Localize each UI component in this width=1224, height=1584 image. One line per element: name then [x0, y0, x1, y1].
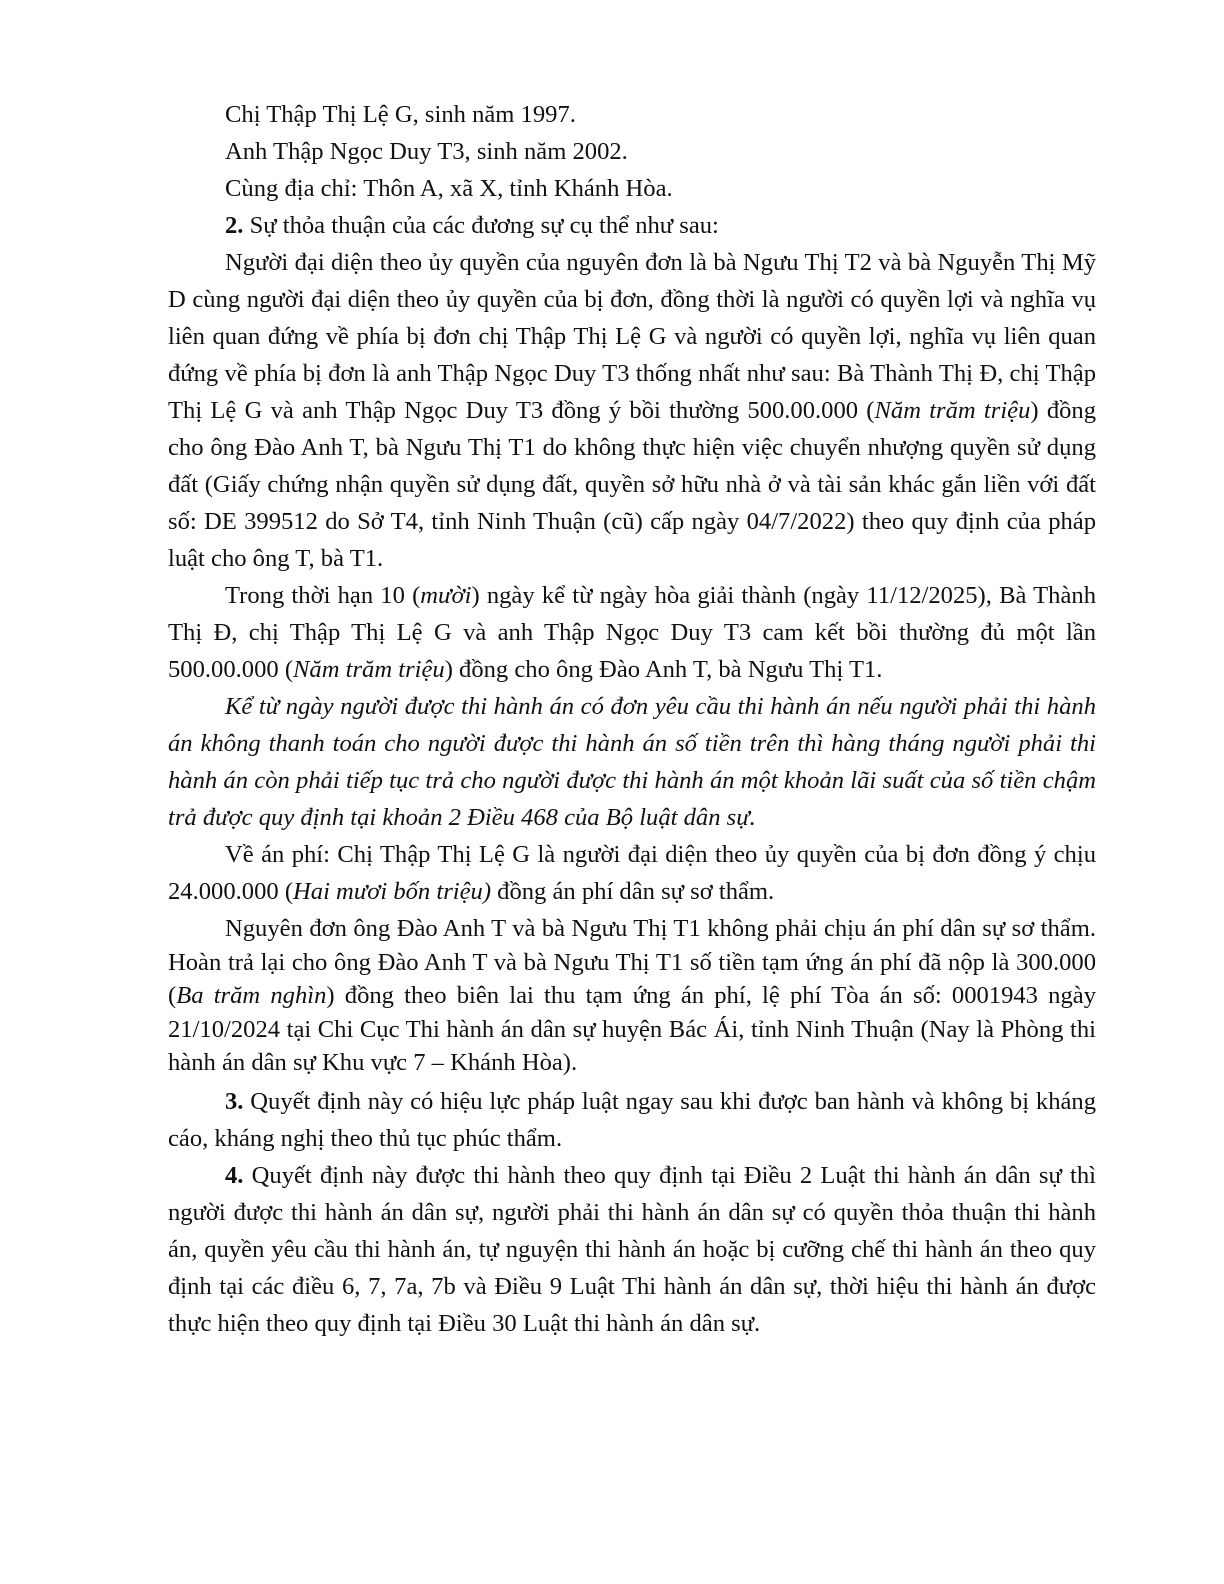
section-2-heading-text: Sự thỏa thuận của các đương sự cụ thể như sau:: [243, 212, 719, 239]
agreement-text: Người đại diện theo ủy quyền của nguyên đơn là bà Ngưu Thị T2 và bà Nguyễn Thị Mỹ D cùng người đại diện theo ủy quyền của bị đơn, đồng thời là người có quyền lợi và nghĩa vụ liên quan đứng về phía bị đơn chị Thập Thị Lệ G và người có quyền lợi, nghĩa vụ liên quan đứng về phía bị đơn là anh Thập Ngọc Duy T3 thống nhất như sau: Bà Thành Thị Đ, chị Thập Thị Lệ G và anh Thập Ngọc Duy T3 đồng ý bồi thường 500.00.000 (: [168, 249, 1096, 424]
court-fee-text-b: đồng án phí dân sự sơ thẩm.: [491, 878, 775, 905]
section-3-number: 3.: [225, 1087, 244, 1115]
fee-in-words: Hai mươi bốn triệu): [293, 878, 492, 905]
section-3-text: Quyết định này có hiệu lực pháp luật ngay sau khi được ban hành và không bị kháng cáo, kháng nghị theo thủ tục phúc thẩm.: [168, 1087, 1096, 1152]
court-fee-text-a: Về án phí: Chị Thập Thị Lệ G là người đại diện theo ủy quyền của bị đơn đồng ý chịu 24.000.000 (: [168, 841, 1096, 905]
party-address: Cùng địa chỉ: Thôn A, xã X, tỉnh Khánh Hòa.: [225, 175, 673, 202]
deadline-paragraph: [168, 577, 1096, 688]
party-line-1: Chị Thập Thị Lệ G, sinh năm 1997.: [225, 101, 576, 128]
section-4-text: Quyết định này được thi hành theo quy định tại Điều 2 Luật thi hành án dân sự thì người được thi hành án dân sự, người phải thi hành án dân sự có quyền thỏa thuận thi hành án, quyền yêu cầu thi hành án, tự nguyện thi hành án hoặc bị cưỡng chế thi hành án theo quy định tại các điều 6, 7, 7a, 7b và Điều 9 Luật Thi hành án dân sự, thời hiệu thi hành án được thực hiện theo quy định tại Điều 30 Luật thi hành án dân sự.: [168, 1161, 1096, 1337]
deadline-text-b: ) ngày kể từ ngày hòa giải thành (ngày 11/12/2025), Bà Thành Thị Đ, chị Thập Thị Lệ G và anh Thập Ngọc Duy T3 cam kết bồi thường đủ một lần 500.00.000 (: [168, 582, 1096, 683]
agreement-paragraph: [168, 244, 1096, 577]
amount-in-words: Năm trăm triệu: [874, 397, 1031, 424]
section-4-paragraph: [168, 1157, 1096, 1342]
agreement-text-end: ) đồng cho ông Đào Anh T, bà Ngưu Thị T1 do không thực hiện việc chuyển nhượng quyền sử dụng đất (Giấy chứng nhận quyền sử dụng đất, quyền sở hữu nhà ở và tài sản khác gắn liền với đất số: DE 399512 do Sở T4, tỉnh Ninh Thuận (cũ) cấp ngày 04/7/2022) theo quy định của pháp luật cho ông T, bà T1.: [168, 397, 1097, 572]
section-3-paragraph: [168, 1083, 1096, 1157]
refund-paragraph: [168, 912, 1096, 1080]
refund-text-b: ) đồng theo biên lai thu tạm ứng án phí, lệ phí Tòa án số: 0001943 ngày 21/10/2024 tại Chi Cục Thi hành án dân sự huyện Bác Ái, tỉnh Ninh Thuận (Nay là Phòng thi hành án dân sự Khu vực 7 – Khánh Hòa).: [168, 982, 1096, 1076]
days-in-words: mười: [420, 582, 472, 609]
interest-paragraph: Kể từ ngày người được thi hành án có đơn yêu cầu thi hành án nếu người phải thi hành án không thanh toán cho người được thi hành án số tiền trên thì hàng tháng người phải thi hành án còn phải tiếp tục trả cho người được thi hành án một khoản lãi suất của số tiền chậm trả được quy định tại khoản 2 Điều 468 của Bộ luật dân sự.: [168, 693, 1096, 831]
refund-in-words: Ba trăm nghìn: [176, 982, 327, 1009]
party-line-2: Anh Thập Ngọc Duy T3, sinh năm 2002.: [225, 138, 628, 165]
document-page: [168, 96, 1096, 1342]
amount-in-words-2: Năm trăm triệu: [293, 656, 445, 683]
court-fee-paragraph: [168, 836, 1096, 910]
deadline-text-a: Trong thời hạn 10 (: [225, 582, 421, 609]
deadline-text-c: ) đồng cho ông Đào Anh T, bà Ngưu Thị T1.: [444, 656, 883, 683]
refund-text-a: Nguyên đơn ông Đào Anh T và bà Ngưu Thị T1 không phải chịu án phí dân sự sơ thẩm. Hoàn trả lại cho ông Đào Anh T và bà Ngưu Thị T1 số tiền tạm ứng án phí đã nộp là 300.000 (: [168, 915, 1096, 1009]
section-2-number: 2.: [225, 212, 244, 239]
section-2-heading: [168, 207, 1096, 244]
section-4-number: 4.: [225, 1161, 244, 1189]
